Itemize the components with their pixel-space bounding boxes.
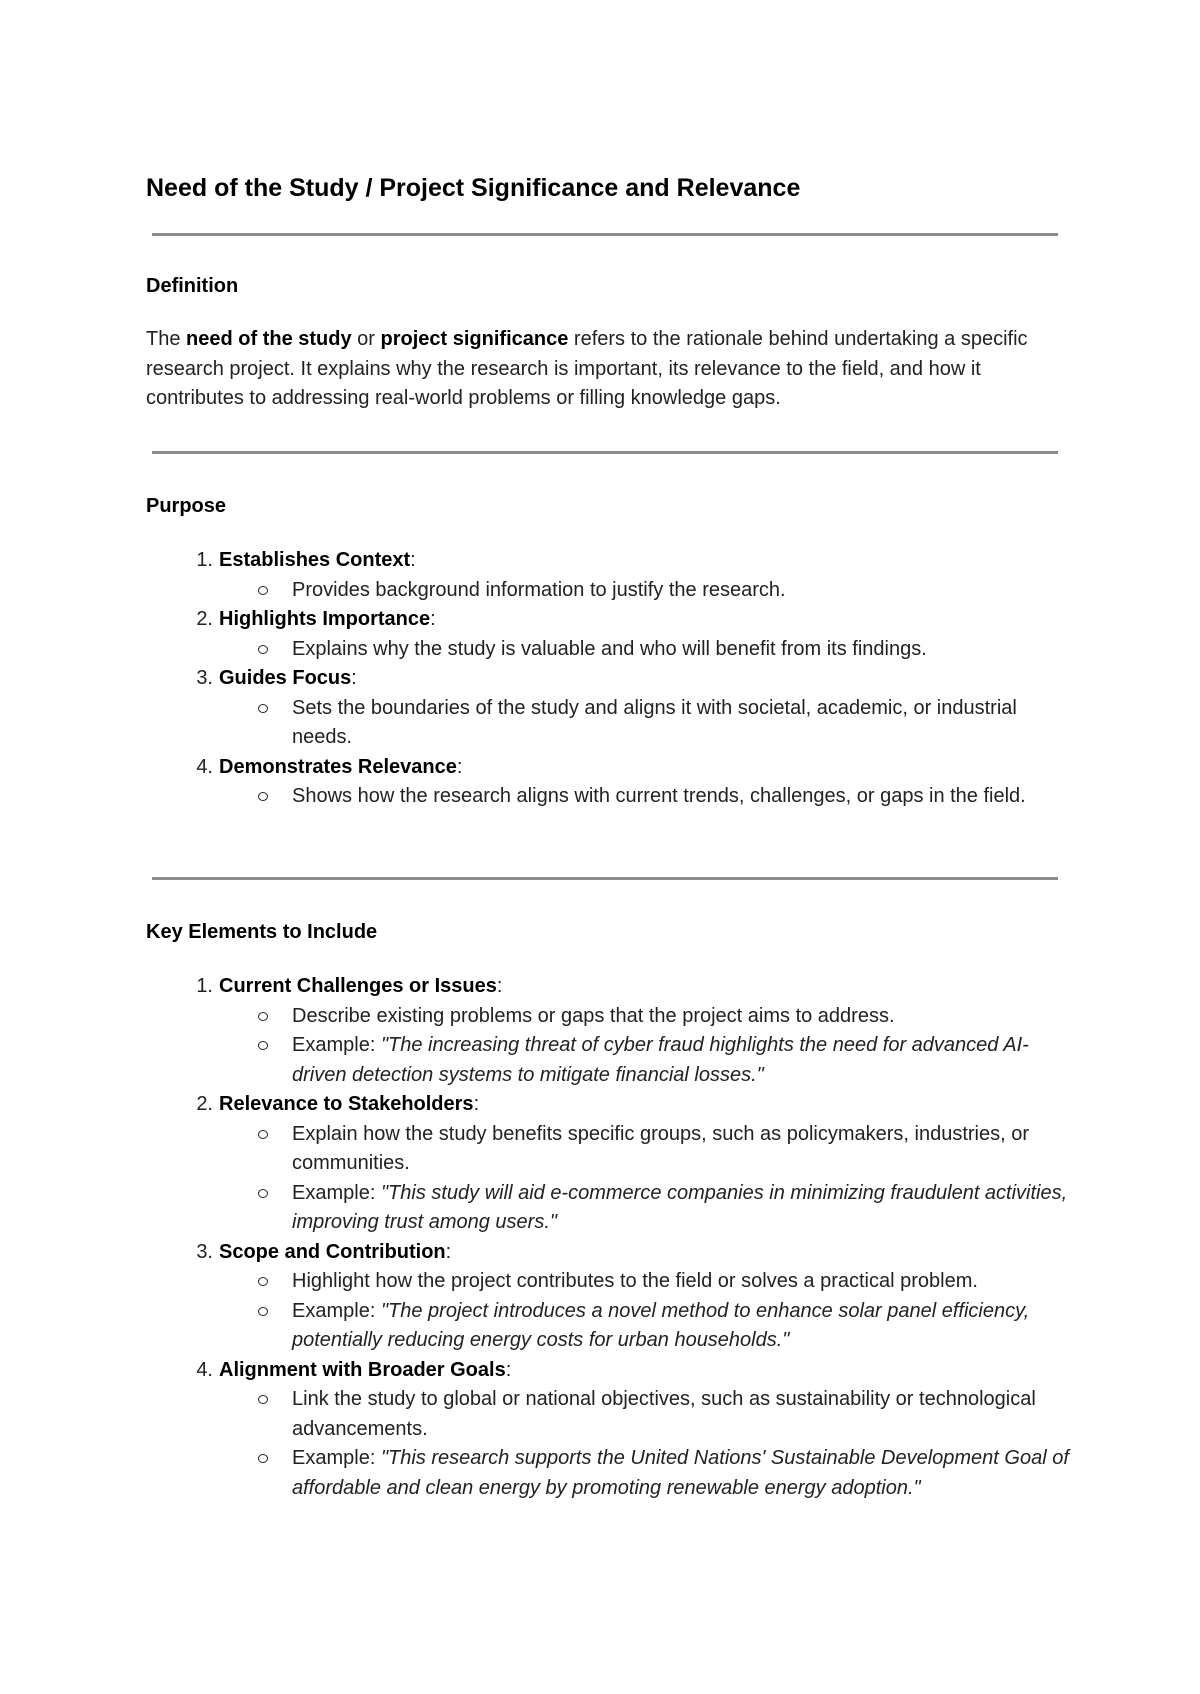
circle-bullet-icon xyxy=(258,792,268,801)
bold-term: project significance xyxy=(380,328,569,350)
list-item xyxy=(146,605,1076,664)
circle-bullet-icon xyxy=(258,586,268,595)
item-colon: : xyxy=(351,667,357,689)
key-elements-heading: Key Elements to Include xyxy=(146,921,378,943)
list-item xyxy=(146,1238,1076,1356)
sub-item xyxy=(219,694,1076,753)
item-label: Guides Focus xyxy=(219,667,352,689)
item-colon: : xyxy=(473,1093,480,1115)
item-label: Demonstrates Relevance xyxy=(219,755,457,778)
item-colon: : xyxy=(496,975,503,997)
definition-paragraph xyxy=(146,325,1076,414)
purpose-heading: Purpose xyxy=(146,495,227,517)
item-colon: : xyxy=(410,549,416,571)
item-label: Relevance to Stakeholders xyxy=(219,1093,474,1115)
definition-heading: Definition xyxy=(146,275,239,297)
sub-item xyxy=(219,635,1076,665)
list-item xyxy=(146,664,1076,753)
sub-item-text: Highlight how the project contributes to the field or solves a practical problem. xyxy=(292,1270,978,1292)
circle-bullet-icon xyxy=(258,1041,268,1050)
sub-item-text: Describe existing problems or gaps that the project aims to address. xyxy=(292,1004,895,1027)
list-item xyxy=(146,753,1076,812)
sub-list xyxy=(219,1267,1076,1356)
list-item xyxy=(146,1356,1076,1504)
item-label: Current Challenges or Issues xyxy=(219,975,497,997)
sub-item-text: Explains why the study is valuable and who will benefit from its findings. xyxy=(292,637,927,660)
example-prefix: Example: xyxy=(292,1299,381,1322)
sub-list xyxy=(219,1120,1076,1238)
sub-item xyxy=(219,1385,1076,1444)
circle-bullet-icon xyxy=(258,1012,268,1021)
item-label: Establishes Context xyxy=(219,549,411,571)
page-title: Need of the Study / Project Significance and Relevance xyxy=(146,174,801,202)
item-colon: : xyxy=(430,608,436,630)
sub-item xyxy=(219,1120,1076,1179)
example-quote: "The increasing threat of cyber fraud highlights the need for advanced AI-driven detection systems to mitigate financial losses." xyxy=(292,1034,1029,1086)
item-number: 2. xyxy=(196,1093,213,1115)
example-quote: "This study will aid e-commerce companies in minimizing fraudulent activities, improving trust among users." xyxy=(292,1181,1068,1233)
sub-item-text: Explain how the study benefits specific groups, such as policymakers, industries, or communities. xyxy=(292,1122,1030,1174)
item-number: 4. xyxy=(196,755,213,778)
sub-list xyxy=(219,694,1076,753)
sub-item xyxy=(219,1179,1076,1238)
item-colon: : xyxy=(445,1240,452,1263)
key-elements-list xyxy=(146,972,1076,1503)
text-run: refers to the rationale behind undertaking a specific research project. It explains why the research is important, its relevance to the field, and how it contributes to addressing real-world problems or filling knowledge gaps. xyxy=(146,328,1028,409)
circle-bullet-icon xyxy=(258,1395,268,1404)
example-quote: "This research supports the United Nations' Sustainable Development Goal of affordable and clean energy by promoting renewable energy adoption." xyxy=(292,1447,1069,1499)
item-number: 1. xyxy=(196,975,213,997)
sub-item-text: Shows how the research aligns with current trends, challenges, or gaps in the field. xyxy=(292,785,1026,807)
circle-bullet-icon xyxy=(258,704,268,713)
item-number: 3. xyxy=(196,667,213,689)
section-divider xyxy=(152,877,1058,880)
example-prefix: Example: xyxy=(292,1181,381,1204)
example-prefix: Example: xyxy=(292,1034,381,1056)
item-number: 4. xyxy=(196,1358,213,1381)
item-colon: : xyxy=(456,755,463,778)
item-number: 3. xyxy=(196,1240,213,1263)
purpose-list xyxy=(146,546,1076,812)
sub-list xyxy=(219,635,1076,665)
circle-bullet-icon xyxy=(258,1454,268,1463)
sub-item-text: Link the study to global or national objectives, such as sustainability or technological advancements. xyxy=(292,1388,1036,1440)
circle-bullet-icon xyxy=(258,1130,268,1139)
bold-term: need of the study xyxy=(186,328,352,350)
sub-item-text: Sets the boundaries of the study and aligns it with societal, academic, or industrial needs. xyxy=(292,696,1017,748)
list-item xyxy=(146,546,1076,605)
section-divider xyxy=(152,451,1058,454)
example-prefix: Example: xyxy=(292,1447,381,1469)
sub-list xyxy=(219,576,1076,606)
item-number: 1. xyxy=(196,549,213,571)
example-quote: "The project introduces a novel method to enhance solar panel efficiency, potentially reducing energy costs for urban households." xyxy=(292,1299,1030,1351)
item-label: Alignment with Broader Goals xyxy=(219,1358,506,1381)
sub-item xyxy=(219,782,1076,812)
item-colon: : xyxy=(505,1358,512,1381)
sub-item xyxy=(219,1031,1076,1090)
item-number: 2. xyxy=(196,608,213,630)
section-divider xyxy=(152,233,1058,236)
sub-item xyxy=(219,1297,1076,1356)
list-item xyxy=(146,1090,1076,1238)
circle-bullet-icon xyxy=(258,1189,268,1198)
sub-item-text: Provides background information to justify the research. xyxy=(292,578,786,601)
sub-list xyxy=(219,1002,1076,1091)
circle-bullet-icon xyxy=(258,645,268,654)
sub-item xyxy=(219,576,1076,606)
list-item xyxy=(146,972,1076,1090)
item-label: Highlights Importance xyxy=(219,608,431,630)
sub-item xyxy=(219,1267,1076,1297)
sub-item xyxy=(219,1002,1076,1032)
circle-bullet-icon xyxy=(258,1277,268,1286)
item-label: Scope and Contribution xyxy=(219,1240,446,1263)
text-run: The xyxy=(146,328,187,350)
circle-bullet-icon xyxy=(258,1307,268,1316)
text-run: or xyxy=(351,328,381,350)
sub-list xyxy=(219,782,1076,812)
sub-item xyxy=(219,1444,1076,1503)
sub-list xyxy=(219,1385,1076,1503)
